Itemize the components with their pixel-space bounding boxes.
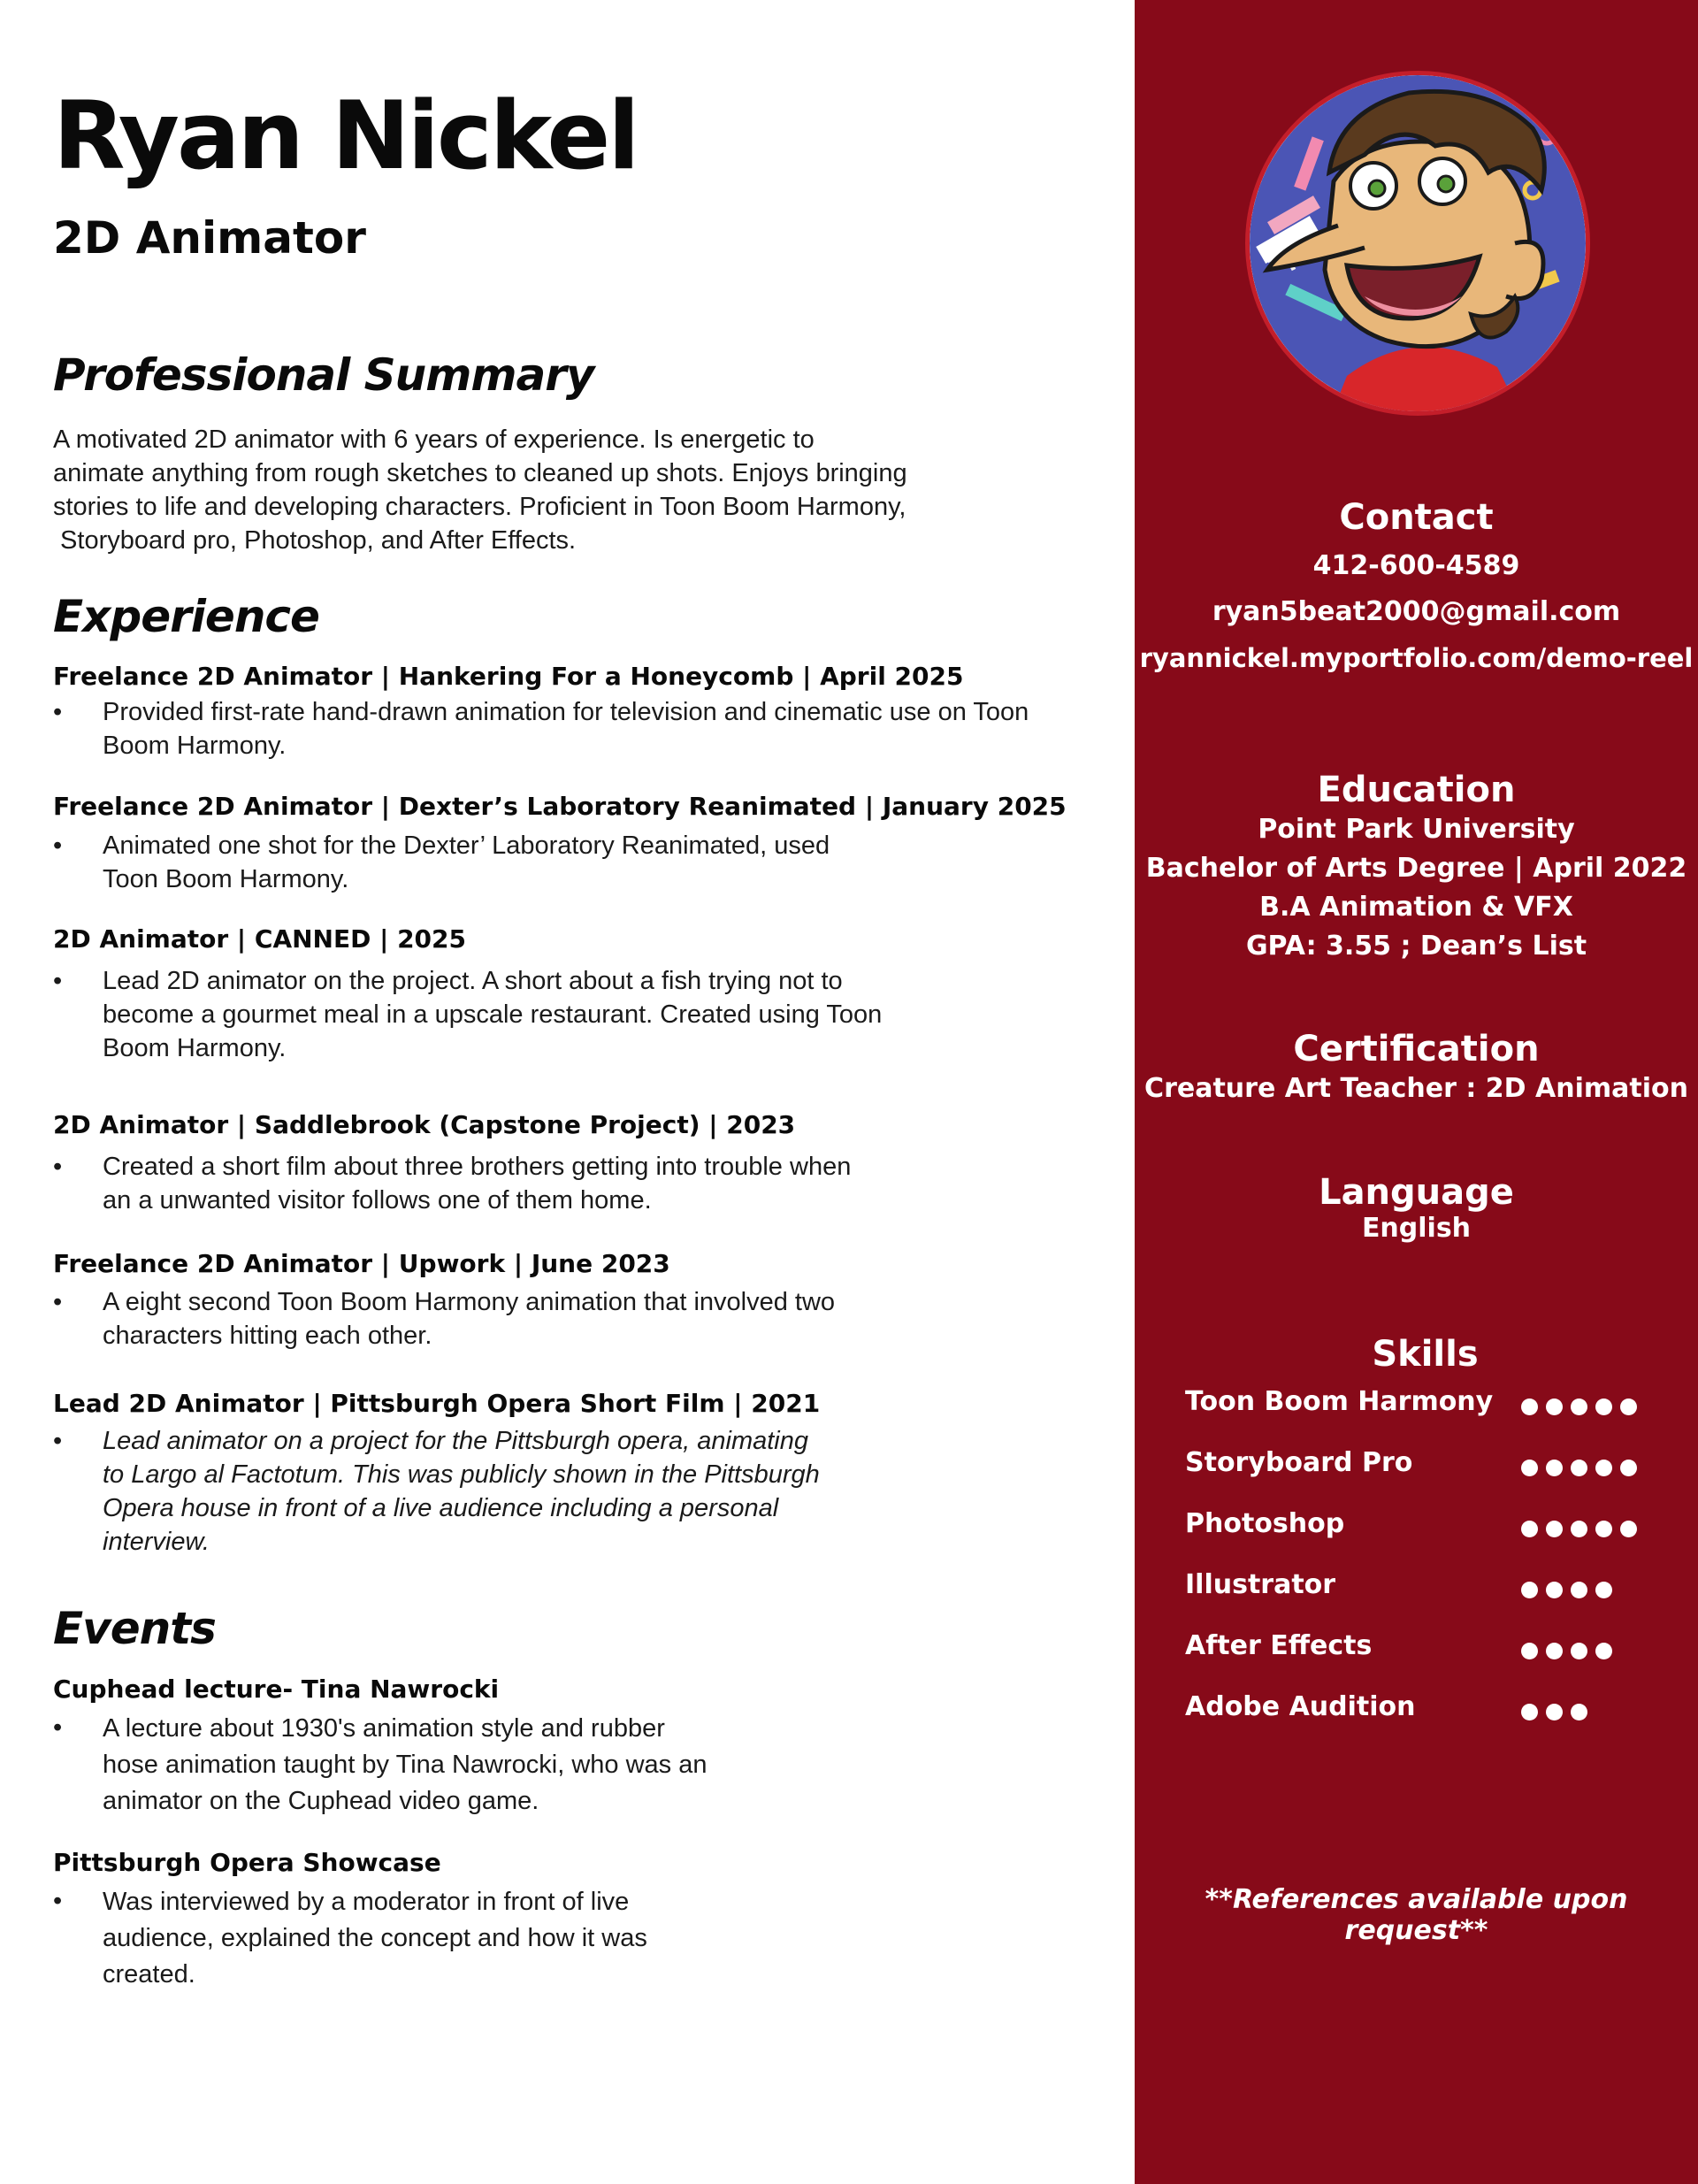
skill-row bbox=[1185, 1447, 1663, 1486]
skill-dot bbox=[1521, 1582, 1538, 1598]
skill-rating bbox=[1521, 1460, 1637, 1476]
experience-bullet bbox=[53, 695, 1088, 762]
skill-name: Storyboard Pro bbox=[1185, 1447, 1413, 1478]
bullet-line: Created a short film about three brothers getting into trouble when bbox=[103, 1153, 852, 1181]
skill-dot bbox=[1571, 1704, 1587, 1720]
summary-text bbox=[53, 423, 999, 557]
skill-dot bbox=[1595, 1643, 1612, 1659]
skill-dot bbox=[1521, 1399, 1538, 1415]
skill-row bbox=[1185, 1569, 1663, 1608]
education-gpa: GPA: 3.55 ; Dean’s List bbox=[1245, 931, 1587, 962]
experience-title: Freelance 2D Animator | Upwork | June 2023 bbox=[53, 1249, 670, 1278]
contact-heading: Contact bbox=[1339, 497, 1494, 538]
skill-dot bbox=[1595, 1582, 1612, 1598]
skill-dot bbox=[1571, 1643, 1587, 1659]
skill-name: After Effects bbox=[1185, 1630, 1373, 1661]
skill-row bbox=[1185, 1691, 1663, 1730]
bullet-marker: • bbox=[53, 1887, 63, 1915]
skill-dot bbox=[1546, 1582, 1563, 1598]
education-section bbox=[1135, 770, 1698, 966]
experience-bullet bbox=[53, 964, 1026, 1065]
sidebar bbox=[1135, 0, 1698, 2184]
contact-portfolio-link[interactable]: ryannickel.myportfolio.com/demo-reel bbox=[1139, 643, 1694, 673]
contact-email[interactable]: ryan5beat2000@gmail.com bbox=[1212, 596, 1621, 627]
skill-row bbox=[1185, 1386, 1663, 1425]
bullet-line: an a unwanted visitor follows one of them home. bbox=[103, 1186, 652, 1215]
skill-dot bbox=[1546, 1399, 1563, 1415]
experience-title: 2D Animator | Saddlebrook (Capstone Project) | 2023 bbox=[53, 1110, 796, 1139]
bullet-marker: • bbox=[53, 1153, 63, 1181]
event-title: Pittsburgh Opera Showcase bbox=[53, 1848, 441, 1877]
candidate-name: Ryan Nickel bbox=[53, 81, 638, 190]
skill-dot bbox=[1546, 1704, 1563, 1720]
bullet-line: Opera house in front of a live audience including a personal bbox=[103, 1494, 779, 1522]
bullet-marker: • bbox=[53, 1713, 63, 1742]
experience-title: Lead 2D Animator | Pittsburgh Opera Short Film | 2021 bbox=[53, 1389, 821, 1418]
skill-dot bbox=[1521, 1643, 1538, 1659]
skill-name: Illustrator bbox=[1185, 1569, 1336, 1600]
skill-dot bbox=[1546, 1460, 1563, 1476]
bullet-line: Lead animator on a project for the Pittsburgh opera, animating bbox=[103, 1427, 808, 1455]
events-heading: Events bbox=[53, 1603, 216, 1654]
main-column bbox=[53, 0, 1088, 2184]
cartoon-self-portrait-avatar bbox=[1245, 71, 1590, 416]
bullet-line: hose animation taught by Tina Nawrocki, who was an bbox=[103, 1751, 708, 1779]
bullet-marker: • bbox=[53, 831, 63, 860]
bullet-line: Was interviewed by a moderator in front of live bbox=[103, 1888, 630, 1916]
skills-heading-wrap bbox=[1143, 1334, 1698, 1375]
experience-bullet bbox=[53, 829, 1026, 896]
bullet-line: characters hitting each other. bbox=[103, 1322, 432, 1350]
skill-dot bbox=[1521, 1704, 1538, 1720]
experience-bullet bbox=[53, 1150, 1026, 1217]
bullet-line: created. bbox=[103, 1960, 195, 1989]
education-major: B.A Animation & VFX bbox=[1259, 892, 1573, 923]
candidate-role: 2D Animator bbox=[53, 212, 366, 264]
certification-section bbox=[1135, 1029, 1698, 1108]
bullet-line: Lead 2D animator on the project. A short about a fish trying not to bbox=[103, 967, 843, 995]
skill-dot bbox=[1546, 1521, 1563, 1537]
skill-dot bbox=[1620, 1460, 1637, 1476]
summary-line: A motivated 2D animator with 6 years of experience. Is energetic to bbox=[53, 425, 815, 454]
language-section bbox=[1135, 1172, 1698, 1245]
summary-line: Storyboard pro, Photoshop, and After Effects. bbox=[53, 526, 577, 555]
bullet-line: Provided first-rate hand-drawn animation for television and cinematic use on Toon bbox=[103, 698, 1029, 726]
experience-title: Freelance 2D Animator | Hankering For a Honeycomb | April 2025 bbox=[53, 662, 964, 691]
references-note: **References available upon request** bbox=[1205, 1884, 1628, 1946]
experience-title: 2D Animator | CANNED | 2025 bbox=[53, 924, 467, 954]
bullet-marker: • bbox=[53, 1288, 63, 1316]
skill-dot bbox=[1571, 1521, 1587, 1537]
skill-name: Toon Boom Harmony bbox=[1185, 1386, 1494, 1417]
skill-dot bbox=[1571, 1582, 1587, 1598]
bullet-marker: • bbox=[53, 967, 63, 995]
skill-dot bbox=[1595, 1521, 1612, 1537]
bullet-line: audience, explained the concept and how it was bbox=[103, 1924, 647, 1952]
experience-heading: Experience bbox=[53, 591, 319, 642]
event-bullet bbox=[53, 1711, 1026, 1820]
experience-bullet bbox=[53, 1285, 1026, 1353]
skill-name: Adobe Audition bbox=[1185, 1691, 1416, 1722]
experience-bullet bbox=[53, 1424, 1026, 1559]
bullet-line: Animated one shot for the Dexter’ Laboratory Reanimated, used bbox=[103, 831, 830, 860]
skill-dot bbox=[1571, 1399, 1587, 1415]
certification-heading: Certification bbox=[1293, 1029, 1540, 1069]
language-item: English bbox=[1361, 1213, 1472, 1244]
summary-line: animate anything from rough sketches to cleaned up shots. Enjoys bringing bbox=[53, 459, 907, 487]
bullet-line: A eight second Toon Boom Harmony animation that involved two bbox=[103, 1288, 836, 1316]
bullet-line: animator on the Cuphead video game. bbox=[103, 1787, 539, 1815]
summary-line: stories to life and developing characters. Proficient in Toon Boom Harmony, bbox=[53, 493, 906, 521]
avatar-illustration bbox=[1250, 75, 1586, 411]
bullet-line: Boom Harmony. bbox=[103, 732, 287, 760]
skill-rating bbox=[1521, 1704, 1587, 1720]
bullet-line: Boom Harmony. bbox=[103, 1034, 287, 1062]
skill-dot bbox=[1620, 1521, 1637, 1537]
skill-dot bbox=[1595, 1399, 1612, 1415]
education-heading: Education bbox=[1317, 770, 1516, 810]
skill-dot bbox=[1521, 1460, 1538, 1476]
bullet-marker: • bbox=[53, 1427, 63, 1455]
skill-dot bbox=[1595, 1460, 1612, 1476]
bullet-marker: • bbox=[53, 698, 63, 726]
skills-heading: Skills bbox=[1372, 1334, 1479, 1375]
certification-item: Creature Art Teacher : 2D Animation bbox=[1144, 1073, 1688, 1104]
language-heading: Language bbox=[1319, 1172, 1514, 1213]
skill-rating bbox=[1521, 1399, 1637, 1415]
skill-rating bbox=[1521, 1521, 1637, 1537]
summary-heading: Professional Summary bbox=[53, 349, 594, 401]
bullet-line: to Largo al Factotum. This was publicly shown in the Pittsburgh bbox=[103, 1460, 820, 1489]
contact-phone[interactable]: 412-600-4589 bbox=[1312, 550, 1520, 581]
bullet-line: become a gourmet meal in a upscale restaurant. Created using Toon bbox=[103, 1000, 883, 1029]
event-title: Cuphead lecture- Tina Nawrocki bbox=[53, 1674, 500, 1704]
skill-dot bbox=[1521, 1521, 1538, 1537]
skill-name: Photoshop bbox=[1185, 1508, 1345, 1539]
skill-rating bbox=[1521, 1643, 1612, 1659]
contact-section bbox=[1135, 497, 1698, 678]
skill-dot bbox=[1620, 1399, 1637, 1415]
experience-title: Freelance 2D Animator | Dexter’s Laboratory Reanimated | January 2025 bbox=[53, 792, 1067, 821]
skill-dot bbox=[1546, 1643, 1563, 1659]
education-school: Point Park University bbox=[1258, 814, 1575, 845]
skill-dot bbox=[1571, 1460, 1587, 1476]
skill-row bbox=[1185, 1508, 1663, 1547]
bullet-line: interview. bbox=[103, 1528, 210, 1556]
skill-rating bbox=[1521, 1582, 1612, 1598]
bullet-line: Toon Boom Harmony. bbox=[103, 865, 349, 893]
education-degree: Bachelor of Arts Degree | April 2022 bbox=[1145, 853, 1687, 884]
bullet-line: A lecture about 1930's animation style and rubber bbox=[103, 1714, 665, 1743]
event-bullet bbox=[53, 1884, 1026, 1993]
skill-row bbox=[1185, 1630, 1663, 1669]
